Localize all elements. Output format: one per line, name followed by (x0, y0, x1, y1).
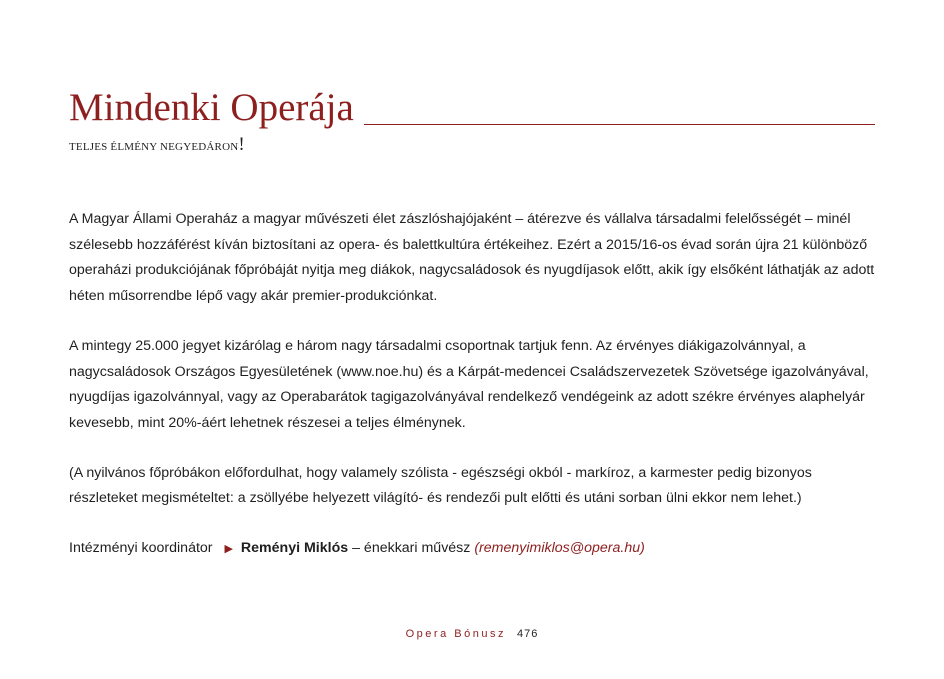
page-subtitle (69, 135, 245, 157)
title-row (69, 86, 875, 130)
coordinator-email-link[interactable]: (remenyimiklos@opera.hu) (474, 540, 645, 557)
page-number: 476 (517, 628, 539, 640)
article-body (69, 207, 881, 563)
coordinator-name: Reményi Miklós (240, 540, 349, 557)
coordinator-line (69, 536, 881, 563)
coordinator-role: – énekkari művész (352, 540, 471, 557)
paragraph-note: (A nyilvános főpróbákon előfordulhat, hogy valamely szólista - egészségi okból - markíroz, a karmester pedig bizonyos részleteket megismételtet: a zsöllyébe helyezett világító- és rendezői pult előtti és utáni sorban ülni ekkor nem lehet.) (69, 464, 812, 507)
page-footer (0, 626, 944, 642)
title-rule (364, 124, 875, 125)
coordinator-label: Intézményi koordinátor (69, 540, 213, 557)
paragraph-tickets: A mintegy 25.000 jegyet kizárólag e három nagy társadalmi csoportnak tartjuk fenn. Az érvényes diákigazolvánnyal, a nagycsaládosok Országos Egyesületének (www.noe.hu) és a Kárpát-medencei Családszervezetek Szövetsége igazolványával, nyugdíjas igazolvánnyal, vagy az Operabarátok tagigazolványával rendelkező vendégeink az adott székre érvényes alaphelyár kevesebb, mint 20%-áért lehetnek részesei a teljes élménynek. (69, 337, 869, 431)
publication-name: Opera Bónusz (405, 628, 506, 640)
page-title: Mindenki Operája (69, 86, 354, 129)
arrow-right-icon: ▶ (224, 543, 233, 556)
paragraph-intro: A Magyar Állami Operaház a magyar művészeti élet zászlóshajójaként – átérezve és vállalva társadalmi felelősségét – minél szélesebb hozzáférést kíván biztosítani az opera- és balettkultúra értékeihez. Ezért a 2015/16-os évad során újra 21 különböző operaházi produkciójának főpróbáját nyitja meg diákok, nagycsaládosok és nyugdíjasok előtt, akik így elsőként láthatják az adott héten műsorrendbe lépő vagy akár premier-produkciónkat. (69, 211, 875, 305)
subtitle-exclamation: ! (238, 134, 245, 155)
subtitle-text: TELJES ÉLMÉNY NEGYEDÁRON (69, 141, 239, 153)
